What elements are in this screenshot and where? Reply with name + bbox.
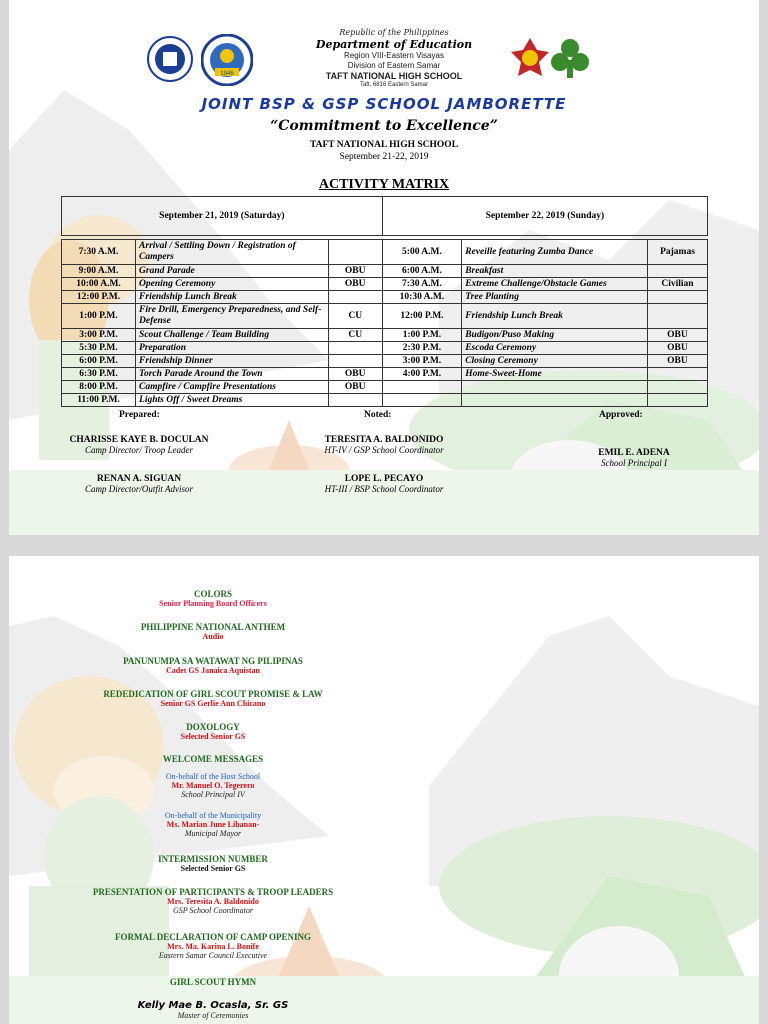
day2-activity-cell	[462, 394, 648, 407]
day1-activity-cell: Arrival / Settling Down / Registration of Campers	[136, 240, 329, 265]
welcome-1-name: Mr. Manuel O. Tegerero	[171, 781, 255, 790]
table-row	[62, 342, 708, 355]
day1-attire-cell	[328, 355, 382, 368]
day2-attire-cell	[647, 368, 707, 381]
activity-matrix-page	[9, 0, 759, 535]
day2-activity-cell: Home-Sweet-Home	[462, 368, 648, 381]
day1-time-cell: 9:00 A.M.	[62, 265, 136, 278]
day2-attire-cell	[647, 291, 707, 304]
bsp-emblem-logo	[509, 36, 551, 80]
table-row	[62, 291, 708, 304]
day1-activity-cell: Friendship Dinner	[136, 355, 329, 368]
table-row	[62, 265, 708, 278]
day1-time-cell: 5:30 P.M.	[62, 342, 136, 355]
table-row	[62, 304, 708, 329]
welcome-1-on-behalf: On-behalf of the Host School	[165, 772, 261, 781]
school-seal-logo	[201, 34, 253, 86]
day2-activity-cell: Closing Ceremony	[462, 355, 648, 368]
day1-time-cell: 6:30 P.M.	[62, 368, 136, 381]
day2-time-cell: 10:30 A.M.	[382, 291, 461, 304]
noter-2	[289, 474, 479, 494]
day1-attire-cell: CU	[328, 329, 382, 342]
item-anthem: PHILIPPINE NATIONAL ANTHEM	[140, 622, 286, 632]
address-text: Taft, 6816 Eastern Samar	[359, 82, 429, 88]
matrix-title: ACTIVITY MATRIX	[318, 177, 450, 192]
preparer-1-role: Camp Director/ Troop Leader	[84, 445, 194, 455]
day2-attire-cell: OBU	[647, 329, 707, 342]
day2-time-cell: 4:00 P.M.	[382, 368, 461, 381]
day1-attire-cell	[328, 240, 382, 265]
day1-activity-cell: Scout Challenge / Team Building	[136, 329, 329, 342]
item-hymn: GIRL SCOUT HYMN	[169, 977, 257, 987]
republic-text: Republic of the Philippines	[339, 28, 449, 37]
welcome-2-name: Ms. Marian June Libanan-	[166, 820, 260, 829]
item-panunumpa: PANUNUMPA SA WATAWAT NG PILIPINAS	[123, 656, 303, 666]
day1-time-cell: 7:30 A.M.	[62, 240, 136, 265]
day1-activity-cell: Torch Parade Around the Town	[136, 368, 329, 381]
item-doxology-by: Selected Senior GS	[180, 732, 246, 741]
noter-2-role: HT-III / BSP School Coordinator	[324, 484, 444, 494]
approved-label: Approved:	[599, 410, 643, 420]
day1-time-cell: 3:00 P.M.	[62, 329, 136, 342]
approver-role: School Principal I	[601, 458, 667, 468]
day2-attire-cell	[647, 381, 707, 394]
noted-label: Noted:	[364, 410, 392, 420]
day1-attire-cell: OBU	[328, 381, 382, 394]
noter-1-role: HT-IV / GSP School Coordinator	[324, 445, 444, 455]
day2-attire-cell	[647, 265, 707, 278]
day2-time-cell: 2:30 P.M.	[382, 342, 461, 355]
item-colors: COLORS	[193, 589, 232, 599]
day1-time-cell: 8:00 P.M.	[62, 381, 136, 394]
day1-header: September 21, 2019 (Saturday)	[62, 197, 383, 236]
item-colors-by: Senior Planning Board Officers	[159, 599, 267, 608]
division-text: Division of Eastern Samar	[347, 61, 441, 70]
program-page	[9, 556, 759, 1024]
approver	[549, 448, 719, 468]
day2-header: September 22, 2019 (Sunday)	[382, 197, 707, 236]
day1-activity-cell: Opening Ceremony	[136, 278, 329, 291]
day2-time-cell: 5:00 A.M.	[382, 240, 461, 265]
day1-time-cell: 11:00 P.M.	[62, 394, 136, 407]
day2-attire-cell	[647, 394, 707, 407]
noter-2-name: LOPE L. PECAYO	[344, 474, 424, 484]
preparer-1-name: CHARISSE KAYE B. DOCULAN	[69, 435, 209, 445]
table-row	[62, 368, 708, 381]
item-declaration: FORMAL DECLARATION OF CAMP OPENING	[114, 932, 311, 942]
prepared-label: Prepared:	[119, 410, 160, 420]
welcome-1-role: School Principal IV	[181, 790, 245, 799]
item-rededication: REDEDICATION OF GIRL SCOUT PROMISE & LAW	[103, 689, 323, 699]
day1-attire-cell	[328, 291, 382, 304]
table-row	[62, 278, 708, 291]
svg-text:1946: 1946	[220, 71, 234, 77]
item-panunumpa-by: Cadet GS Janaica Aquistan	[165, 666, 261, 675]
day-header-row	[62, 197, 708, 236]
item-presentation: PRESENTATION OF PARTICIPANTS & TROOP LEADERS	[92, 887, 334, 897]
day1-attire-cell: OBU	[328, 265, 382, 278]
department-text: Department of Education	[315, 38, 473, 51]
event-motto: “Commitment to Excellence”	[270, 118, 498, 134]
day2-activity-cell: Escoda Ceremony	[462, 342, 648, 355]
day1-activity-cell: Lights Off / Sweet Dreams	[136, 394, 329, 407]
day2-activity-cell: Reveille featuring Zumba Dance	[462, 240, 648, 265]
table-row	[62, 240, 708, 265]
table-row	[62, 329, 708, 342]
day2-time-cell: 1:00 P.M.	[382, 329, 461, 342]
approver-name: EMIL E. ADENA	[598, 448, 670, 458]
day1-time-cell: 12:00 P.M.	[62, 291, 136, 304]
event-title: JOINT BSP & GSP SCHOOL JAMBORETTE	[201, 95, 567, 113]
day2-time-cell: 7:30 A.M.	[382, 278, 461, 291]
day2-attire-cell: Pajamas	[647, 240, 707, 265]
welcome-2-on-behalf: On-behalf of the Municipality	[164, 811, 262, 820]
day1-time-cell: 10:00 A.M.	[62, 278, 136, 291]
day1-activity-cell: Preparation	[136, 342, 329, 355]
day2-time-cell: 6:00 A.M.	[382, 265, 461, 278]
table-row	[62, 355, 708, 368]
day1-activity-cell: Friendship Lunch Break	[136, 291, 329, 304]
day2-activity-cell: Extreme Challenge/Obstacle Games	[462, 278, 648, 291]
preparer-2-role: Camp Director/Outfit Advisor	[85, 484, 193, 494]
region-text: Region VIII-Eastern Visayas	[344, 51, 444, 60]
event-dates: September 21-22, 2019	[339, 152, 429, 162]
item-declaration-role: Eastern Samar Council Executive	[158, 951, 268, 960]
item-anthem-by: Audio	[202, 632, 224, 641]
day1-time-cell: 6:00 P.M.	[62, 355, 136, 368]
activity-rows	[62, 240, 708, 407]
day2-attire-cell: OBU	[647, 342, 707, 355]
preparer-2-name: RENAN A. SIGUAN	[96, 474, 182, 484]
day1-attire-cell	[328, 394, 382, 407]
school-name-text: TAFT NATIONAL HIGH SCHOOL	[325, 71, 463, 81]
day2-activity-cell: Friendship Lunch Break	[462, 304, 648, 329]
day2-time-cell	[382, 381, 461, 394]
welcome-2-role: Municipal Mayor	[184, 829, 242, 838]
day1-activity-cell: Fire Drill, Emergency Preparedness, and Self-Defense	[136, 304, 329, 329]
noter-1	[289, 435, 479, 455]
day2-attire-cell: OBU	[647, 355, 707, 368]
day2-time-cell	[382, 394, 461, 407]
item-presentation-role: GSP School Coordinator	[172, 906, 253, 915]
day1-attire-cell: OBU	[328, 368, 382, 381]
letterhead	[284, 28, 504, 89]
event-venue: TAFT NATIONAL HIGH SCHOOL	[309, 140, 459, 150]
day2-attire-cell	[647, 304, 707, 329]
day1-activity-cell: Campfire / Campfire Presentations	[136, 381, 329, 394]
gsp-trefoil-logo	[549, 36, 591, 80]
preparer-1	[49, 435, 229, 455]
day2-time-cell: 3:00 P.M.	[382, 355, 461, 368]
emcee-name: Kelly Mae B. Ocasla, Sr. GS	[137, 1000, 289, 1011]
item-doxology: DOXOLOGY	[186, 722, 240, 732]
day1-attire-cell: CU	[328, 304, 382, 329]
item-presentation-name: Mrs. Teresita A. Baldonido	[167, 897, 259, 906]
activity-matrix-table	[61, 196, 708, 407]
day2-activity-cell: Breakfast	[462, 265, 648, 278]
day2-activity-cell: Budigon/Puso Making	[462, 329, 648, 342]
day1-attire-cell: OBU	[328, 278, 382, 291]
noter-1-name: TERESITA A. BALDONIDO	[324, 435, 444, 445]
day1-time-cell: 1:00 P.M.	[62, 304, 136, 329]
preparer-2	[49, 474, 229, 494]
day1-attire-cell	[328, 342, 382, 355]
day2-activity-cell: Tree Planting	[462, 291, 648, 304]
item-declaration-name: Mrs. Ma. Karina L. Bonife	[167, 942, 259, 951]
deped-seal-logo	[147, 36, 193, 82]
day2-attire-cell: Civilian	[647, 278, 707, 291]
item-welcome: WELCOME MESSAGES	[162, 754, 264, 764]
day2-time-cell: 12:00 P.M.	[382, 304, 461, 329]
item-intermission: INTERMISSION NUMBER	[158, 854, 268, 864]
day1-activity-cell: Grand Parade	[136, 265, 329, 278]
day2-activity-cell	[462, 381, 648, 394]
item-rededication-by: Senior GS Gerlie Ann Chicano	[160, 699, 266, 708]
table-row	[62, 381, 708, 394]
table-row	[62, 394, 708, 407]
item-intermission-by: Selected Senior GS	[180, 864, 246, 873]
emcee-role: Master of Ceremonies	[177, 1011, 249, 1020]
